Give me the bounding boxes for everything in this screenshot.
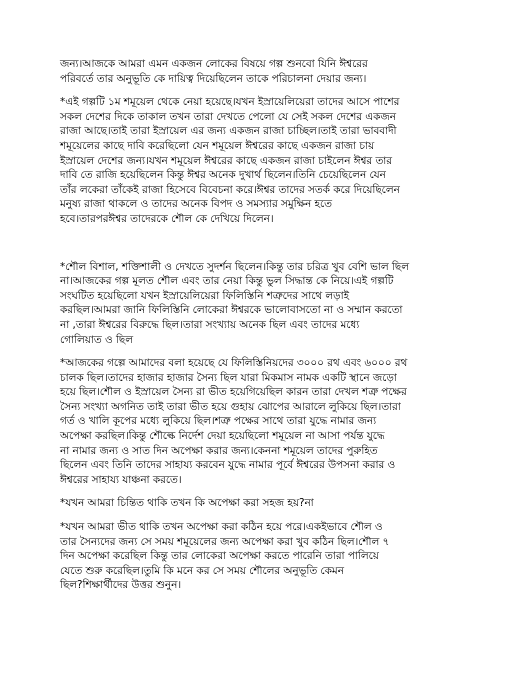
text-line: রাজা আছে।তাই তারা ইস্রায়েল এর জন্য একজন রাজা চাচ্ছিল।তাই তারা ভাববাদী bbox=[60, 125, 397, 138]
text-line: *শৌল বিশাল, শক্তিশালী ও দেখতে সুদর্শন ছিলেন।কিন্তু তার চরিত্র খুব বেশি ভাল ছিল bbox=[60, 260, 409, 273]
paragraph-samuel-king bbox=[60, 95, 480, 226]
text-line: না ,তারা ঈশ্বরের বিরুদ্ধে ছিল।তারা সংখ্যায় অনেক ছিল এবং তাদের মধ্যে bbox=[60, 318, 360, 331]
text-line: দিন অপেক্ষা করেছিল কিন্তু তার লোকেরা অপেক্ষা করতে পারেনি তারা পালিয়ে bbox=[60, 550, 379, 563]
text-line: তাঁর লকেরা তাঁকেই রাজা হিসেবে বিবেচনা করে।ঈশ্বর তাদের সতর্ক করে দিয়েছিলেন bbox=[60, 183, 400, 196]
text-line: শমূয়েলের কাছে দাবি করেছিলো যেন শমূয়েল ঈশ্বরের কাছে একজন রাজা চায় bbox=[60, 139, 375, 152]
text-line: ইস্রায়েল দেশের জন্য।যখন শমূয়েল ঈশ্বরের কাছে একজন রাজা চাইলেন ঈশ্বর তার bbox=[60, 154, 392, 167]
text-line: *আজকের গল্পে আমাদের বলা হয়েছে যে ফিলিস্তিনিয়দের ৩০০০ রথ এবং ৬০০০ রথ bbox=[60, 357, 408, 370]
text-line: গোলিয়াত ও ছিল bbox=[60, 333, 133, 346]
paragraph-saul-character bbox=[60, 260, 480, 348]
text-line: পরিবর্তে তার অনুভূতি কে দায়িত্ব দিয়েছিলেন তাকে পরিচালনা দেয়ার জন্য। bbox=[60, 72, 367, 85]
text-line: ঈশ্বরের সাহায্য যাঞ্চনা করতে। bbox=[60, 473, 182, 486]
text-line: সকল দেশের দিকে তাকাল তখন তারা দেখতে পেলো যে সেই সকল দেশের একজন bbox=[60, 110, 396, 123]
text-line: সংঘটিত হয়েছিলো যখন ইস্রায়েলিয়েরা ফিলিস্তিনি শত্রুদের সাথে লড়াই bbox=[60, 289, 349, 302]
text-line: জন্য।আজকে আমরা এমন একজন লোকের বিষয়ে গল্প শুনবো যিনি ঈশ্বরের bbox=[60, 58, 368, 70]
text-line: যেতে শুরু করেছিল।তুমি কি মনে কর সে সময় শৌলের অনুভূতি কেমন bbox=[60, 564, 344, 577]
text-line: অপেক্ষা করছিল।কিন্তু শৌল্কে নির্দেশ দেয়া হয়েছিলো শমূয়েল না আসা পর্যন্ত যুদ্ধে bbox=[60, 430, 385, 443]
text-line: হবে।তারপরঈশ্বর তাদেরকে শৌল কে দেখিয়ে দিলেন। bbox=[60, 212, 274, 225]
text-line: *এই গল্পটি ১ম শমূয়েল থেকে নেয়া হয়েছে।যখন ইস্রায়েলিয়েরা তাদের আসে পাশের bbox=[60, 96, 400, 109]
text-line: মনুষ্য রাজা থাকলে ও তাদের অনেক বিপদ ও সমস্যার সমুক্ষিন হতে bbox=[60, 198, 332, 211]
paragraph-waiting bbox=[60, 520, 480, 593]
text-line: ছিলেন এবং তিনি তাদের সাহায্য করবেন যুদ্ধে নামার পূর্বে ঈশ্বরের উপসনা করার ও bbox=[60, 459, 396, 472]
text-line: গর্ত ও খালি কূপের মধ্যে লুকিয়ে ছিল।শত্রু পক্ষের সাথে তারা যুদ্ধে নামার জন্য bbox=[60, 415, 377, 428]
text-line: না।আজকের গল্প মূলত শৌল এবং তার নেয়া কিন্তু ভুল সিদ্ধান্ত কে নিয়ে।এই গল্পটি bbox=[60, 275, 394, 288]
paragraph-intro bbox=[60, 57, 480, 86]
text-line: তার সৈন্যদের জন্য সে সময় শমূয়েলের জন্য অপেক্ষা করা খুব কঠিন ছিল।শৌল ৭ bbox=[60, 535, 390, 548]
paragraph-philistine-army bbox=[60, 356, 480, 487]
text-line: ছিল?শিক্ষার্থীদের উত্তর শুনুন। bbox=[60, 579, 182, 592]
text-line: করছিল।আমরা জানি ফিলিস্তিনি লোকেরা ঈশ্বরকে ভালোবাসতো না ও সম্মান করতো bbox=[60, 304, 403, 317]
text-line: হয়ে ছিল।শৌল ও ইস্রায়েল সৈন্য রা ভীত হয়েগিয়েছিল কারন তারা দেখল শত্রু পক্ষের bbox=[60, 386, 407, 399]
text-line: না নামার জন্য ও সাত দিন অপেক্ষা করার জন্য।কেননা শমূয়েল তাদের পুরুহিত bbox=[60, 444, 378, 457]
document-page bbox=[60, 57, 480, 602]
text-line: চালক ছিল।তাদের হাজার হাজার সৈন্য ছিল যারা মিকমাস নামক একটি স্থানে জড়ো bbox=[60, 371, 397, 384]
paragraph-question bbox=[60, 496, 480, 511]
text-line: সৈন্য সংখ্যা অগনিত তাই তারা ভীত হয়ে গুহায় ঝোপের আরালে লুকিয়ে ছিল।তারা bbox=[60, 400, 401, 413]
text-line: *যখন আমরা চিন্তিত থাকি তখন কি অপেক্ষা করা সহজ হয়?না bbox=[60, 497, 314, 510]
text-line: *যখন আমরা ভীত থাকি তখন অপেক্ষা করা কঠিন হয়ে পরে।একইভাবে শৌল ও bbox=[60, 521, 383, 534]
text-line: দাবি তে রাজি হয়েছিলেন কিন্তু ঈশ্বর অনেক দুখার্থ ছিলেন।তিনি চেয়েছিলেন যেন bbox=[60, 169, 386, 182]
paragraph-spacer bbox=[60, 236, 480, 260]
